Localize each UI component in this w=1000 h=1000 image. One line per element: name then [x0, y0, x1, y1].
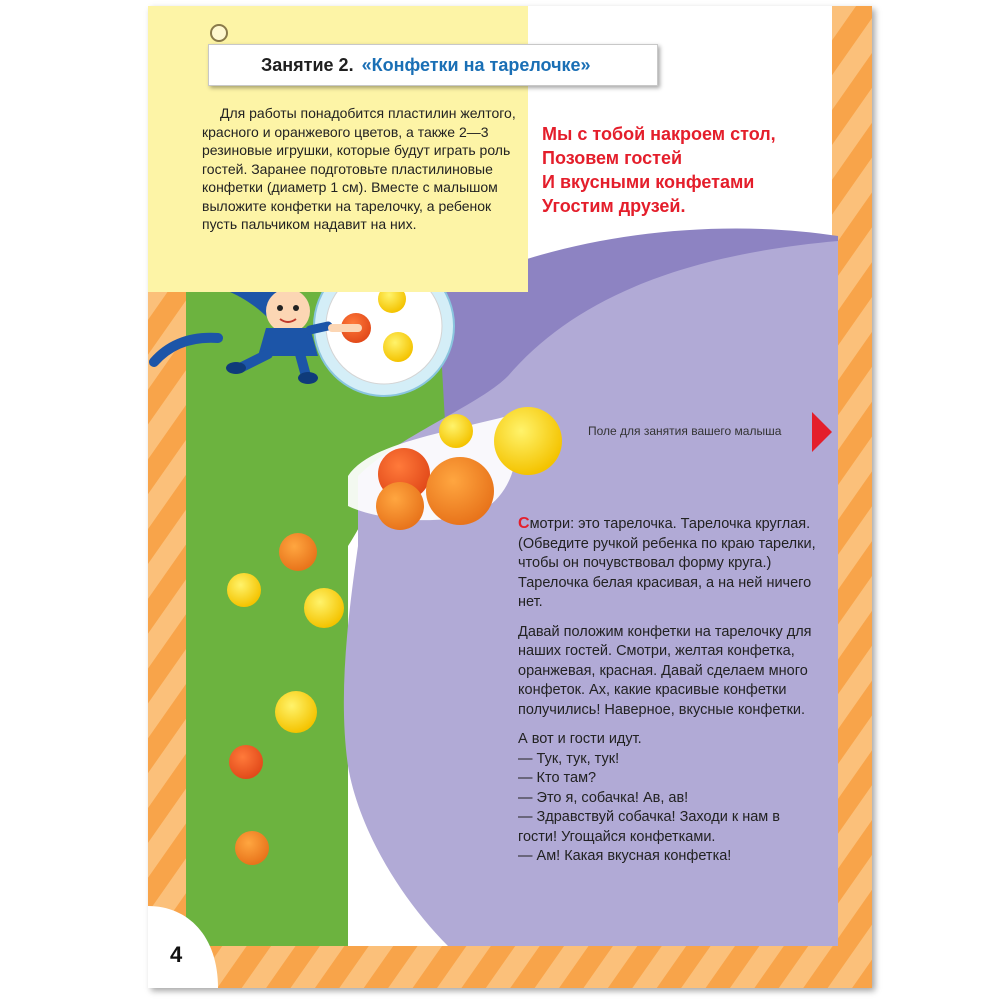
notepad-ring [210, 24, 228, 42]
poem [542, 122, 862, 218]
candy-yellow [227, 573, 261, 607]
candy-orange [235, 831, 269, 865]
story-paragraph-2: Давай положим конфетки на тарелочку для наших гостей. Смотри, желтая конфетка, оранжевая, красная. Давай сделаем много конфеток. Ах, какие красивые конфетки получились! Наверное, вкусные конфетки. [518, 623, 812, 718]
dialogue-line: — Кто там? [518, 770, 597, 786]
page-number: 4 [170, 942, 183, 967]
candy-orange [376, 482, 424, 530]
candy-yellow [275, 691, 317, 733]
dialogue-line: — Это я, собачка! Ав, ав! [518, 789, 689, 806]
dialogue-line: — Ам! Какая вкусная конфетка! [518, 848, 732, 864]
dialogue [518, 730, 818, 867]
field-label: Поле для занятия вашего малыша [588, 424, 782, 438]
story-text [518, 514, 818, 867]
candy-yellow [304, 588, 344, 628]
dialogue-line: — Здравствуй собачка! Заходи к нам в гости! Угощайся конфетками. [518, 809, 780, 845]
poem-line: Позовем гостей [542, 148, 683, 168]
dialogue-line: А вот и гости идут. [518, 731, 642, 747]
candy-yellow [494, 407, 562, 475]
book-page [148, 6, 872, 988]
candy-orange [426, 457, 494, 525]
intro-text: Для работы понадобится пластилин желтого, красного и оранжевого цветов, а также 2—3 резиновые игрушки, которые будут играть роль гостей. Заранее подготовьте пластилиновые конфетки (диаметр 1 см). Вместе с малышом выложите конфетки на тарелочку, а ребенок пусть пальчиком надавит на них. [202, 105, 516, 232]
story-paragraph-1 [518, 514, 818, 613]
lesson-title-quote: «Конфетки на тарелочке» [361, 54, 591, 75]
dialogue-line: — Тук, тук, тук! [518, 750, 620, 767]
drop-letter: С [518, 515, 530, 532]
lesson-title [208, 44, 658, 86]
candy-red [229, 745, 263, 779]
story-paragraph-1-text: мотри: это тарелочка. Тарелочка круглая. (Обведите ручкой ребенка по краю тарелки, чтобы он почувствовал форму круга.) Тарелочка белая красивая, а на ней ничего нет. [518, 516, 816, 610]
poem-line: Мы с тобой накроем стол, [542, 124, 776, 144]
poem-line: Угостим друзей. [542, 196, 686, 216]
lesson-title-prefix: Занятие 2. [261, 54, 354, 75]
candy-orange [279, 533, 317, 571]
poem-line: И вкусными конфетами [542, 172, 755, 192]
candy-yellow [439, 414, 473, 448]
